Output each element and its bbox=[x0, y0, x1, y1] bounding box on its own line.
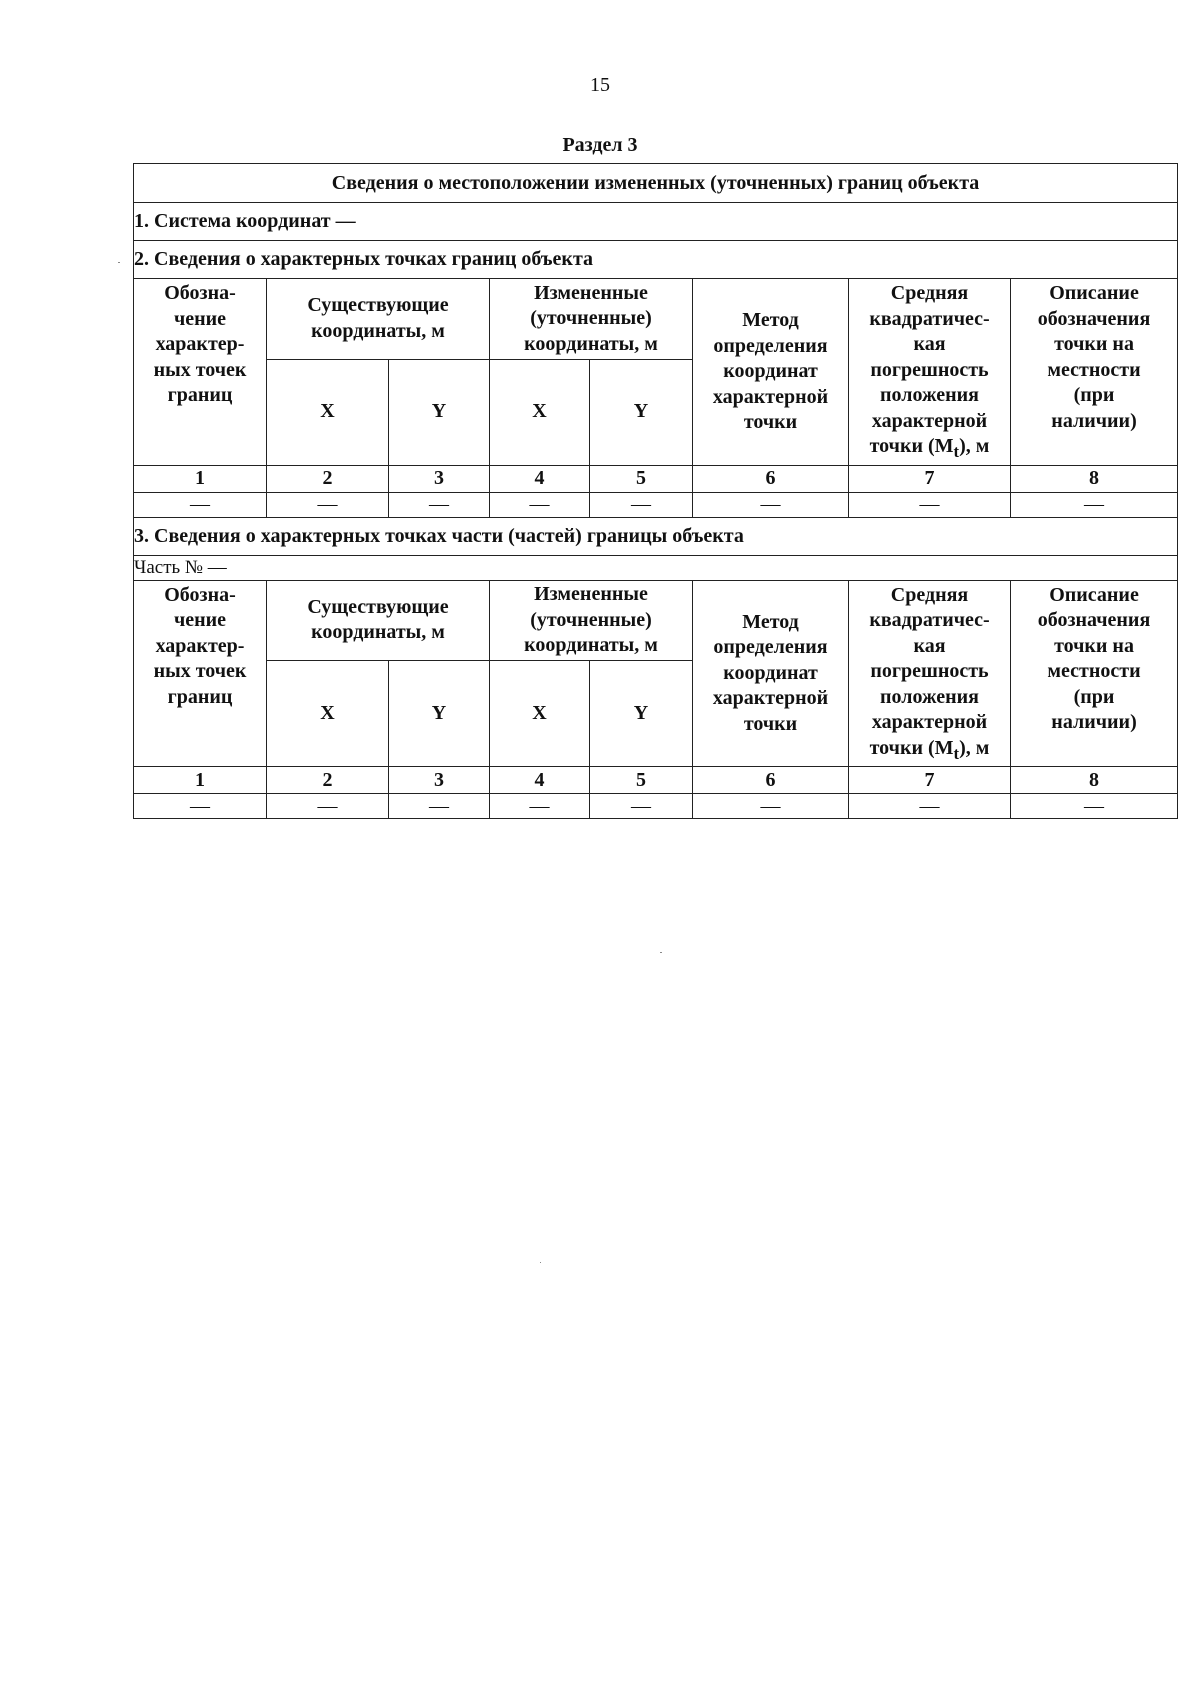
col-existing-header: Существующие координаты, м bbox=[267, 580, 490, 661]
col-error-header: Средняя квадратичес- кая погрешность положения характерной точки $(M_t)$, м bbox=[849, 580, 1011, 767]
col-changed-x: X bbox=[490, 661, 590, 767]
column-numbers-row bbox=[134, 465, 1178, 492]
col-existing-header: Существующие координаты, м bbox=[267, 279, 490, 360]
col-number: 1 bbox=[134, 465, 267, 492]
col-number: 5 bbox=[590, 767, 693, 794]
empty-cell: — bbox=[849, 794, 1011, 819]
empty-cell: — bbox=[267, 794, 389, 819]
col-description-header: Описание обозначения точки на местности (при наличии) bbox=[1011, 279, 1178, 466]
col-number: 8 bbox=[1011, 465, 1178, 492]
table-title-row bbox=[134, 164, 1178, 203]
empty-cell: — bbox=[267, 492, 389, 517]
parts-heading-row bbox=[134, 517, 1178, 555]
column-numbers-row bbox=[134, 767, 1178, 794]
col-designation-header: Обозна- чение характер- ных точек границ bbox=[134, 580, 267, 767]
coordinate-system: 1. Система координат — bbox=[134, 203, 1178, 241]
col-number: 2 bbox=[267, 767, 389, 794]
scan-speck bbox=[660, 952, 662, 953]
empty-cell: — bbox=[389, 492, 490, 517]
col-number: 6 bbox=[693, 465, 849, 492]
empty-cell: — bbox=[590, 492, 693, 517]
col-number: 7 bbox=[849, 465, 1011, 492]
empty-cell: — bbox=[1011, 794, 1178, 819]
col-description-header: Описание обозначения точки на местности (при наличии) bbox=[1011, 580, 1178, 767]
col-number: 3 bbox=[389, 465, 490, 492]
scan-speck bbox=[118, 262, 120, 263]
points-heading-row bbox=[134, 241, 1178, 279]
coordinate-system-row bbox=[134, 203, 1178, 241]
col-changed-x: X bbox=[490, 359, 590, 465]
col-existing-x: X bbox=[267, 359, 389, 465]
table-title: Сведения о местоположении измененных (уточненных) границ объекта bbox=[134, 164, 1178, 203]
col-method-header: Метод определения координат характерной точки bbox=[693, 580, 849, 767]
part-label-row bbox=[134, 555, 1178, 580]
empty-cell: — bbox=[693, 492, 849, 517]
empty-cell: — bbox=[849, 492, 1011, 517]
empty-cell: — bbox=[134, 794, 267, 819]
col-number: 8 bbox=[1011, 767, 1178, 794]
empty-cell: — bbox=[693, 794, 849, 819]
col-existing-y: Y bbox=[389, 661, 490, 767]
parts-heading: 3. Сведения о характерных точках части (частей) границы объекта bbox=[134, 517, 1178, 555]
scan-speck bbox=[540, 1262, 541, 1263]
col-number: 5 bbox=[590, 465, 693, 492]
col-changed-header: Измененные (уточненные) координаты, м bbox=[490, 279, 693, 360]
col-number: 1 bbox=[134, 767, 267, 794]
section-heading: Раздел 3 bbox=[562, 134, 638, 156]
empty-cell: — bbox=[1011, 492, 1178, 517]
table-row bbox=[134, 492, 1178, 517]
part-label: Часть № — bbox=[134, 555, 1178, 580]
boundary-table bbox=[133, 163, 1178, 819]
col-number: 6 bbox=[693, 767, 849, 794]
col-error-header: Средняя квадратичес- кая погрешность положения характерной точки $(M_t)$, м bbox=[849, 279, 1011, 466]
col-number: 7 bbox=[849, 767, 1011, 794]
empty-cell: — bbox=[134, 492, 267, 517]
empty-cell: — bbox=[490, 794, 590, 819]
page-number: 15 bbox=[590, 74, 610, 96]
col-method-header: Метод определения координат характерной точки bbox=[693, 279, 849, 466]
empty-cell: — bbox=[389, 794, 490, 819]
col-changed-y: Y bbox=[590, 359, 693, 465]
col-designation-header: Обозна- чение характер- ных точек границ bbox=[134, 279, 267, 466]
col-existing-x: X bbox=[267, 661, 389, 767]
col-existing-y: Y bbox=[389, 359, 490, 465]
header-row-top bbox=[134, 580, 1178, 661]
col-changed-header: Измененные (уточненные) координаты, м bbox=[490, 580, 693, 661]
empty-cell: — bbox=[590, 794, 693, 819]
col-changed-y: Y bbox=[590, 661, 693, 767]
table-row bbox=[134, 794, 1178, 819]
col-number: 4 bbox=[490, 767, 590, 794]
col-number: 4 bbox=[490, 465, 590, 492]
col-number: 2 bbox=[267, 465, 389, 492]
col-number: 3 bbox=[389, 767, 490, 794]
points-heading: 2. Сведения о характерных точках границ объекта bbox=[134, 241, 1178, 279]
header-row-top bbox=[134, 279, 1178, 360]
empty-cell: — bbox=[490, 492, 590, 517]
